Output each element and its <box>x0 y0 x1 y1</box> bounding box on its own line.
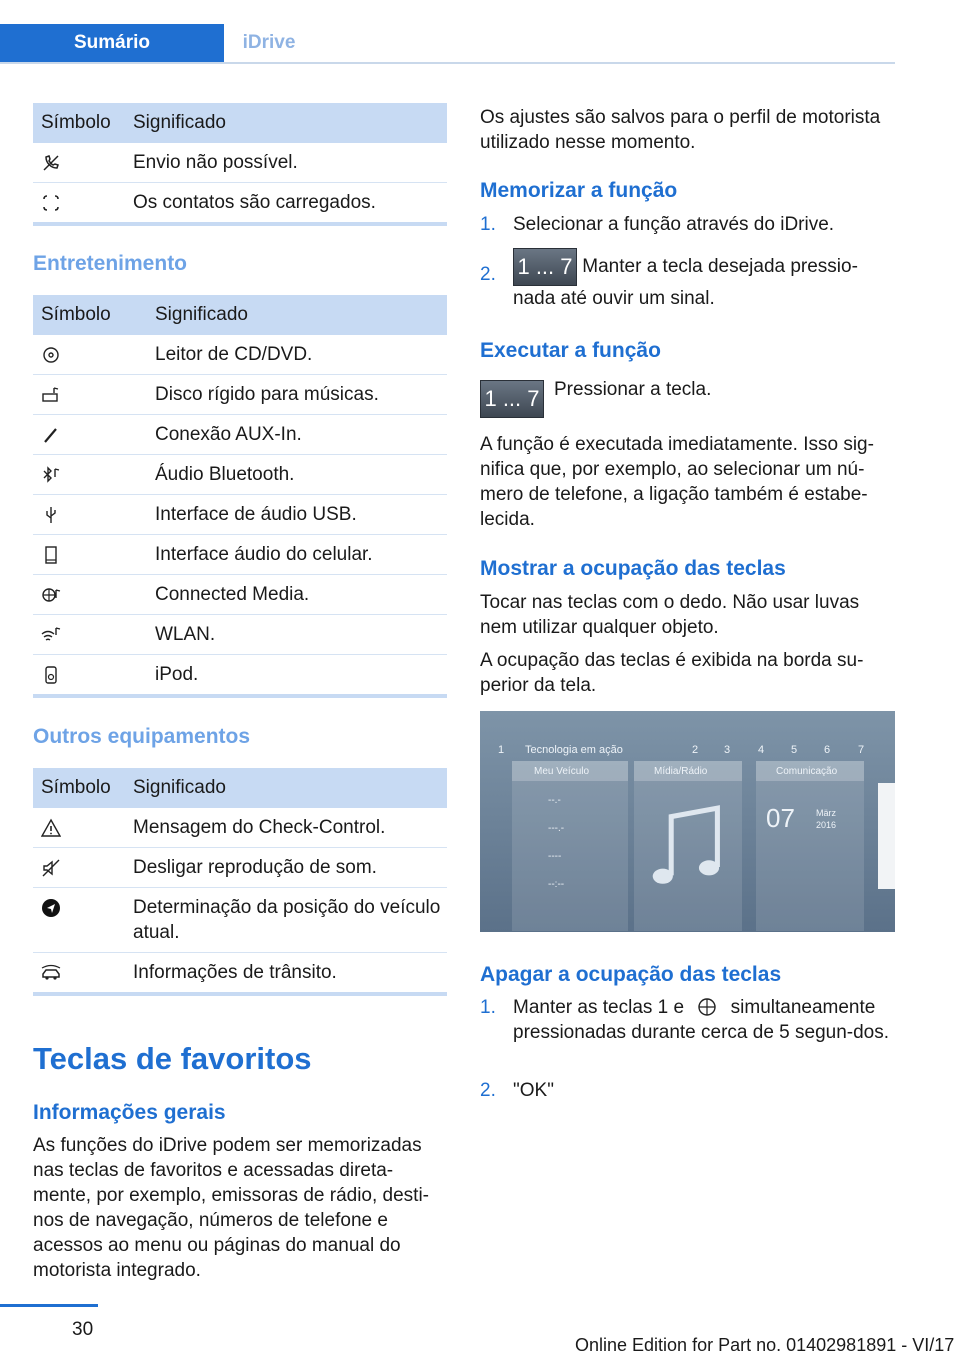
panel-value: ---- <box>548 851 562 862</box>
panel-label: Meu Veículo <box>534 766 590 777</box>
step-text: "OK" <box>513 1080 554 1101</box>
row-text: Os contatos são carregados. <box>125 183 447 225</box>
step-text: Manter as teclas 1 e <box>513 997 685 1018</box>
table-row <box>33 655 447 697</box>
fav-number: 6 <box>824 744 831 756</box>
navigation-arrow-icon <box>41 898 61 918</box>
table-other <box>33 768 447 996</box>
paragraph-execute-detail: A função é executada imediatamente. Isso sig‐nifica que, por exemplo, ao selecionar um nú‐mero de telefone, a ligação também é estabe‐lecida. <box>480 434 874 530</box>
row-text: Informações de trânsito. <box>125 953 447 995</box>
aux-cable-icon <box>41 425 61 445</box>
row-text: Determinação da posição do veículo atual. <box>125 888 447 953</box>
row-text: iPod. <box>147 655 447 697</box>
fav-number: 5 <box>791 744 798 756</box>
row-text: Desligar reprodução de som. <box>125 848 447 888</box>
table-row <box>33 183 447 225</box>
connected-media-icon <box>41 585 61 605</box>
col-header-meaning: Significado <box>147 295 447 335</box>
table-communication <box>33 103 447 226</box>
page-number: 30 <box>72 1319 94 1340</box>
table-row <box>33 535 447 575</box>
list-item <box>480 248 896 311</box>
row-text: Interface áudio do celular. <box>147 535 447 575</box>
tab-idrive[interactable]: iDrive <box>242 32 296 53</box>
row-text: WLAN. <box>147 615 447 655</box>
paragraph-general-info: As funções do iDrive podem ser memorizadas nas teclas de favoritos e acessadas direta‐mente, por exemplo, emissoras de rádio, desti‐nos de navegação, números de telefone e acessos ao menu ou páginas do manual do motorista integrado. <box>33 1135 430 1281</box>
table-row <box>33 808 447 848</box>
table-row <box>33 953 447 995</box>
row-text: Envio não possível. <box>125 143 447 183</box>
connected-media-icon <box>697 997 717 1017</box>
heading-memorize: Memorizar a função <box>480 179 678 202</box>
page-title-favorites: Teclas de favoritos <box>33 1041 312 1076</box>
ipod-icon <box>41 665 61 685</box>
heading-general-info: Informações gerais <box>33 1101 226 1124</box>
harddisk-music-icon <box>41 385 61 405</box>
phone-crossed-icon <box>41 153 61 173</box>
section-heading-entertainment: Entretenimento <box>33 252 188 275</box>
footer-divider <box>0 1304 98 1307</box>
fav-1-label: Tecnologia em ação <box>525 744 623 756</box>
heading-execute: Executar a função <box>480 339 661 362</box>
row-text: Conexão AUX-In. <box>147 415 447 455</box>
table-entertainment <box>33 295 447 698</box>
col-header-symbol: Símbolo <box>33 295 147 335</box>
mute-icon <box>41 858 61 878</box>
table-row <box>33 143 447 183</box>
usb-icon <box>41 505 61 525</box>
table-row <box>33 415 447 455</box>
step-number: 2. <box>480 264 496 285</box>
panel-value: --.- <box>548 795 561 806</box>
col-header-meaning: Significado <box>125 768 447 808</box>
panel-label: Comunicação <box>776 766 838 777</box>
table-row <box>33 375 447 415</box>
side-panel <box>878 783 895 889</box>
step-text: simultaneamente pressionadas durante cerca de 5 segun‐dos. <box>513 997 890 1043</box>
panel-label: Mídia/Rádio <box>654 766 708 777</box>
table-row <box>33 455 447 495</box>
col-header-symbol: Símbolo <box>33 768 125 808</box>
step-number: 1. <box>480 997 496 1018</box>
panel-vehicle <box>512 761 628 931</box>
table-row <box>33 495 447 535</box>
header-tabs <box>0 24 895 64</box>
list-item <box>480 212 896 237</box>
favorite-key-image: 1 ... 7 <box>513 248 577 286</box>
paragraph-show-2: A ocupação das teclas é exibida na borda su‐perior da tela. <box>480 650 864 696</box>
wlan-icon <box>41 625 61 645</box>
row-text: Leitor de CD/DVD. <box>147 335 447 375</box>
paragraph-execute: Pressionar a tecla. <box>554 379 712 400</box>
col-header-symbol: Símbolo <box>33 103 125 143</box>
table-row <box>33 575 447 615</box>
idrive-screen-image <box>480 711 895 932</box>
date-day: 07 <box>766 803 795 833</box>
bluetooth-audio-icon <box>41 465 61 485</box>
fav-number: 4 <box>758 744 765 756</box>
heading-delete-keys: Apagar a ocupação das teclas <box>480 963 782 986</box>
date-year: 2016 <box>816 820 837 830</box>
paragraph-intro: Os ajustes são salvos para o perfil de motorista utilizado nesse momento. <box>480 107 881 153</box>
panel-value: --:-- <box>548 879 565 890</box>
table-row <box>33 848 447 888</box>
list-item <box>480 1078 896 1103</box>
fav-number: 2 <box>692 744 699 756</box>
cd-icon <box>41 345 61 365</box>
mobile-phone-icon <box>41 545 61 565</box>
table-row <box>33 335 447 375</box>
step-text: Selecionar a função através do iDrive. <box>513 214 835 235</box>
row-text: Interface de áudio USB. <box>147 495 447 535</box>
step-number: 1. <box>480 214 496 235</box>
table-row <box>33 888 447 953</box>
warning-triangle-icon <box>41 818 61 838</box>
row-text: Mensagem do Check-Control. <box>125 808 447 848</box>
date-month: März <box>816 808 836 818</box>
fav-number: 3 <box>724 744 731 756</box>
col-header-meaning: Significado <box>125 103 447 143</box>
fav-number: 7 <box>858 744 865 756</box>
edition-text: Online Edition for Part no. 01402981891 - VI/17 <box>575 1335 955 1355</box>
row-text: Connected Media. <box>147 575 447 615</box>
fav-1-number: 1 <box>498 744 505 756</box>
heading-show-keys: Mostrar a ocupação das teclas <box>480 557 786 580</box>
music-note-icon <box>646 791 730 901</box>
section-heading-other: Outros equipamentos <box>33 725 251 748</box>
panel-communication <box>756 761 864 931</box>
contacts-load-icon <box>41 193 61 213</box>
row-text: Disco rígido para músicas. <box>147 375 447 415</box>
step-number: 2. <box>480 1080 496 1101</box>
tab-sumario[interactable]: Sumário <box>0 24 224 62</box>
step-text: Manter a tecla desejada pressio‐nada até ouvir um sinal. <box>513 256 858 309</box>
panel-media <box>634 761 742 931</box>
table-row <box>33 615 447 655</box>
panel-value: ---.- <box>548 823 565 834</box>
list-item <box>480 995 896 1045</box>
traffic-car-icon <box>41 963 61 983</box>
paragraph-show-1: Tocar nas teclas com o dedo. Não usar luvas nem utilizar qualquer objeto. <box>480 592 860 638</box>
favorite-key-image: 1 ... 7 <box>480 380 544 418</box>
row-text: Áudio Bluetooth. <box>147 455 447 495</box>
